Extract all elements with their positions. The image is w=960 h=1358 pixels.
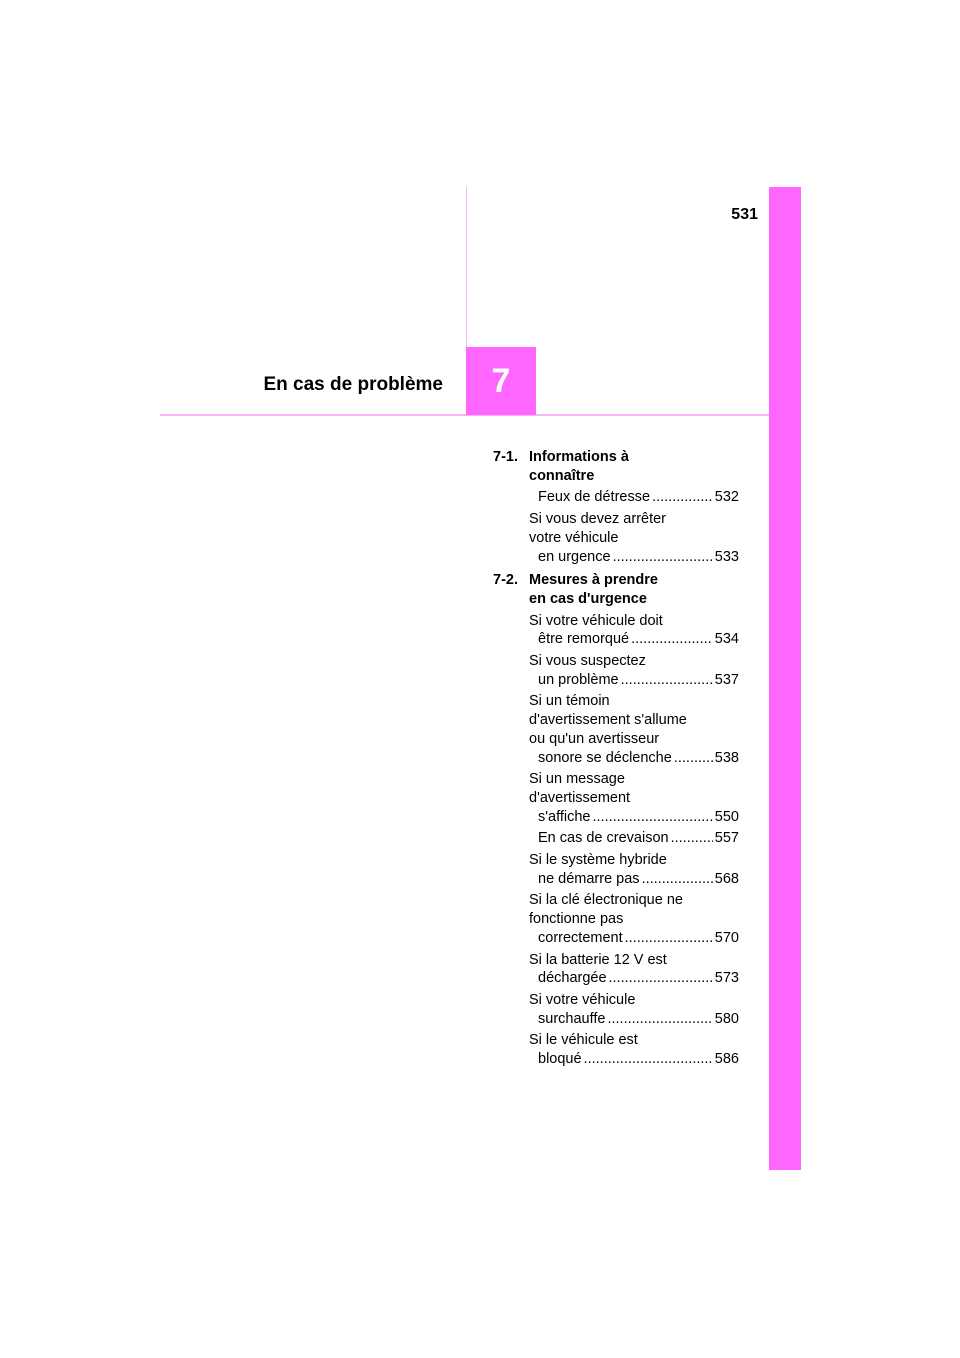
toc-entry-text: correctement [538,929,623,946]
toc-page-number: 537 [714,671,739,688]
toc-dot-leader [607,1010,712,1029]
page-number: 531 [731,206,758,223]
toc-entry-text: être remorqué [538,631,630,648]
table-of-contents [491,448,739,1069]
toc-entry-line: Si la clé électronique ne [529,892,683,909]
toc-page-number: 533 [714,548,739,565]
toc-entry-line: votre véhicule [529,529,619,546]
toc-page-number: 586 [714,1051,739,1068]
toc-dot-leader [609,969,713,988]
toc-page-number: 538 [714,749,739,766]
toc-dot-leader [621,671,713,690]
toc-entry-line: Si un témoin [529,693,610,710]
toc-section-title-line: en cas d'urgence [529,590,647,607]
toc-dot-leader [592,808,712,827]
toc-entry-leader-line [538,929,739,948]
toc-section-number: 7-2. [493,572,518,589]
toc-page-number: 534 [714,631,739,648]
chapter-side-tab [769,187,801,1170]
toc-section-number: 7-1. [493,449,518,465]
toc-entry-leader-line [538,969,739,988]
toc-entry-line: d'avertissement s'allume [529,712,687,729]
toc-entry[interactable] [529,991,739,1028]
toc-section-title-line: Mesures à prendre [529,572,658,589]
toc-dot-leader [674,749,713,768]
toc-entry[interactable] [529,829,739,848]
toc-entry-text: bloqué [538,1051,582,1068]
toc-entry-leader-line [538,488,739,507]
toc-dot-leader [631,630,713,649]
toc-entry-line: Si votre véhicule [529,991,636,1008]
header-horizontal-rule [160,414,769,416]
chapter-title: En cas de problème [263,374,443,395]
toc-page-number: 557 [714,830,739,847]
toc-entry-leader-line [538,808,739,827]
toc-entry-text: surchauffe [538,1010,606,1027]
toc-entry-line: Si votre véhicule doit [529,612,663,629]
toc-dot-leader [584,1050,713,1069]
toc-entry-line: ou qu'un avertisseur [529,730,660,747]
toc-entry-text: sonore se déclenche [538,749,672,766]
toc-page-number: 580 [714,1010,739,1027]
toc-section [491,448,739,485]
toc-entry[interactable] [529,1031,739,1068]
toc-entry-leader-line [538,630,739,649]
toc-dot-leader [613,548,713,567]
toc-section [491,571,739,608]
toc-entry[interactable] [529,692,739,767]
toc-entry[interactable] [529,851,739,888]
toc-entry-text: un problème [538,671,619,688]
toc-section-title [529,571,739,608]
toc-entry-leader-line [538,829,739,848]
toc-entry-leader-line [538,749,739,768]
toc-entry-text: en urgence [538,548,611,565]
toc-entry-line: Si vous suspectez [529,653,646,670]
toc-entry[interactable] [529,612,739,649]
toc-dot-leader [642,870,713,889]
toc-entry-text: déchargée [538,970,607,987]
toc-entry-line: Si un message [529,771,625,788]
toc-section-title-line: Informations à [529,449,629,465]
toc-dot-leader [652,488,713,507]
chapter-number-box [466,347,536,415]
toc-entry[interactable] [529,510,739,566]
toc-entry-leader-line [538,1050,739,1069]
toc-entry-text: s'affiche [538,808,591,825]
toc-entry[interactable] [529,770,739,826]
toc-section-title [529,448,739,485]
toc-entry-line: Si le véhicule est [529,1032,638,1049]
toc-entry-line: Si la batterie 12 V est [529,951,667,968]
toc-entry-leader-line [538,870,739,889]
toc-entry-line: fonctionne pas [529,911,624,928]
toc-entry-leader-line [538,548,739,567]
header-vertical-rule [466,187,467,347]
toc-section-title-line: connaître [529,467,595,484]
chapter-number: 7 [491,361,511,400]
toc-entry[interactable] [529,951,739,988]
toc-page-number: 568 [714,870,739,887]
toc-entry[interactable] [529,488,739,507]
toc-entry-line: d'avertissement [529,789,631,806]
toc-entry[interactable] [529,652,739,689]
toc-page-number: 573 [714,970,739,987]
toc-entry-line: Si le système hybride [529,852,667,869]
toc-entry-text: ne démarre pas [538,870,640,887]
toc-entry-leader-line [538,1010,739,1029]
toc-entry-text: En cas de crevaison [538,830,669,847]
toc-page-number: 570 [714,929,739,946]
toc-entry-line: Si vous devez arrêter [529,511,667,528]
toc-dot-leader [625,929,713,948]
toc-page-number: 550 [714,808,739,825]
toc-dot-leader [671,829,713,848]
toc-entry-text: Feux de détresse [538,489,651,506]
toc-entry-leader-line [538,671,739,690]
toc-entry[interactable] [529,891,739,947]
toc-page-number: 532 [714,489,739,506]
